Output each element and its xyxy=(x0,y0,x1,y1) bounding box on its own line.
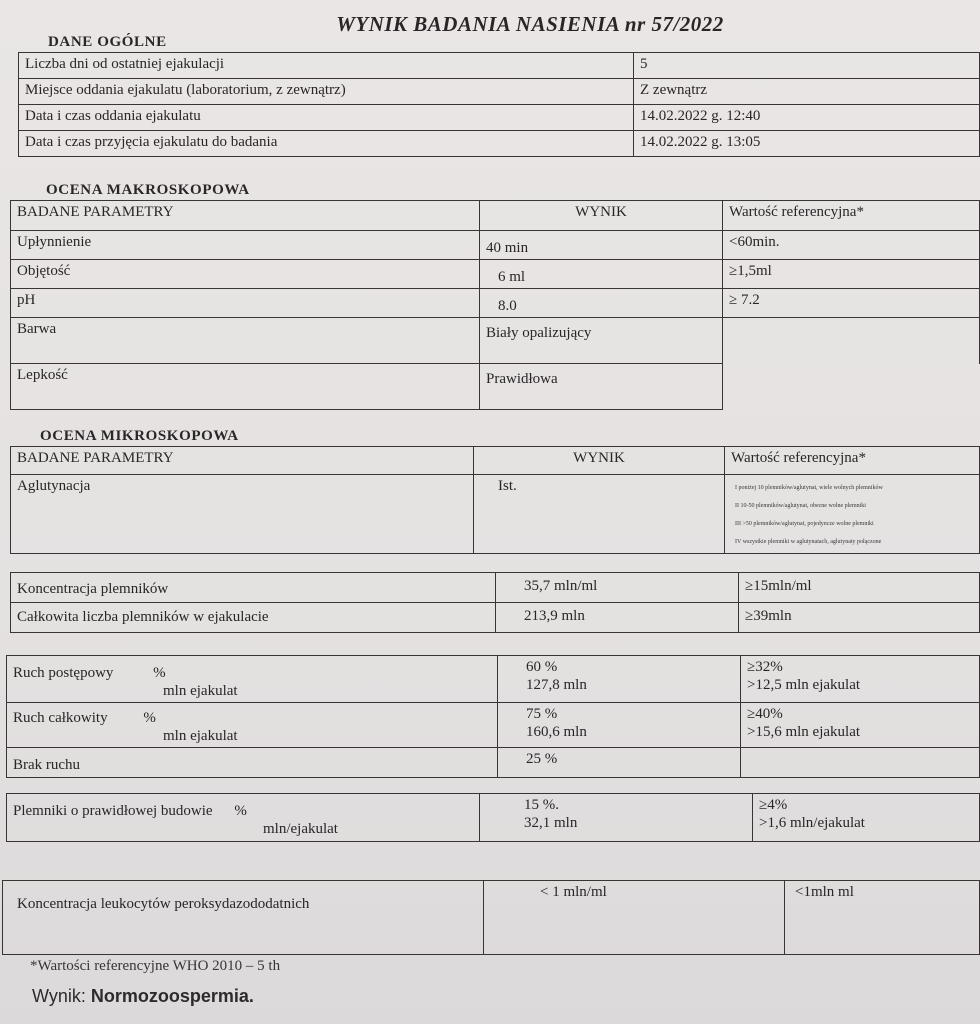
section-title-makro: OCENA MAKROSKOPOWA xyxy=(46,182,250,198)
ruch-calkowity-values xyxy=(498,703,741,748)
ruch-postepowy-ref-mln: >12,5 mln ejakulat xyxy=(747,677,861,693)
param-value: 8.0 xyxy=(480,289,723,318)
leukocyty-label: Koncentracja leukocytów peroksydazododatnich xyxy=(3,881,484,955)
aglutynacja-ref-line: I poniżej 10 plemników/aglutynat, wiele wolnych plemników xyxy=(735,485,883,491)
param-label: Barwa xyxy=(11,318,480,364)
verdict-prefix: Wynik: xyxy=(32,986,91,1006)
verdict xyxy=(32,986,254,1007)
ruch-calkowity-label: Ruch całkowity xyxy=(13,710,108,726)
table-row xyxy=(19,53,980,79)
param-ref: ≥ 7.2 xyxy=(723,289,980,318)
table-row xyxy=(7,703,980,748)
table-row xyxy=(7,656,980,703)
row-value: Z zewnątrz xyxy=(634,79,980,105)
leukocyty-value: < 1 mln/ml xyxy=(484,881,785,955)
param-label: Upłynnienie xyxy=(11,231,480,260)
param-ref: <60min. xyxy=(723,231,980,260)
param-ref xyxy=(723,318,980,364)
ruch-table xyxy=(6,655,980,778)
ruch-calkowity-refs xyxy=(741,703,980,748)
dane-ogolne-table xyxy=(18,52,980,157)
ruch-postepowy-values xyxy=(498,656,741,703)
table-row xyxy=(19,131,980,157)
param-value: 6 ml xyxy=(480,260,723,289)
ruch-postepowy-unit-percent: % xyxy=(153,665,166,681)
table-row xyxy=(11,231,980,260)
budowa-value-percent: 15 %. xyxy=(524,797,559,813)
param-label: pH xyxy=(11,289,480,318)
row-label: Miejsce oddania ejakulatu (laboratorium, z zewnątrz) xyxy=(19,79,634,105)
aglutynacja-ref-line: III >50 plemników/aglutynat, pojedyncze wolne plemniki xyxy=(735,521,874,527)
param-ref xyxy=(723,364,980,410)
koncentracja-table xyxy=(10,572,980,633)
budowa-ref-mln: >1,6 mln/ejakulat xyxy=(759,815,865,831)
ruch-calkowity-value-mln: 160,6 mln xyxy=(526,724,587,740)
brak-ruchu-ref xyxy=(741,748,980,778)
makro-table xyxy=(10,200,980,410)
mikro-table xyxy=(10,446,980,554)
header-param: BADANE PARAMETRY xyxy=(11,447,474,475)
footnote: *Wartości referencyjne WHO 2010 – 5 th xyxy=(30,958,281,974)
ruch-postepowy-value-percent: 60 % xyxy=(526,659,558,675)
section-title-mikro: OCENA MIKROSKOPOWA xyxy=(40,428,239,444)
document-title: WYNIK BADANIA NASIENIA nr 57/2022 xyxy=(336,12,724,36)
budowa-refs xyxy=(753,794,980,842)
param-label: Lepkość xyxy=(11,364,480,410)
aglutynacja-ref-line: II 10-50 plemników/aglutynat, obecne wolne plemniki xyxy=(735,503,866,509)
calkowita-value: 213,9 mln xyxy=(496,603,739,633)
ruch-postepowy-ref-percent: ≥32% xyxy=(747,659,783,675)
budowa-value-mln: 32,1 mln xyxy=(524,815,578,831)
leukocyty-ref: <1mln ml xyxy=(785,881,980,955)
table-row xyxy=(11,364,980,410)
table-row xyxy=(7,794,980,842)
aglutynacja-value: Ist. xyxy=(474,475,725,554)
calkowita-ref: ≥39mln xyxy=(739,603,980,633)
table-row xyxy=(7,748,980,778)
param-label: Objętość xyxy=(11,260,480,289)
brak-ruchu-value: 25 % xyxy=(498,748,741,778)
table-row xyxy=(19,105,980,131)
table-row xyxy=(11,475,980,554)
header-ref: Wartość referencyjna* xyxy=(725,447,980,475)
table-row xyxy=(11,603,980,633)
leukocyty-table xyxy=(2,880,980,955)
budowa-ref-percent: ≥4% xyxy=(759,797,788,813)
ruch-calkowity-ref-percent: ≥40% xyxy=(747,706,783,722)
param-value: Biały opalizujący xyxy=(480,318,723,364)
koncentracja-label: Koncentracja plemników xyxy=(11,573,496,603)
header-result: WYNIK xyxy=(480,201,723,231)
budowa-unit-mln: mln/ejakulat xyxy=(263,821,338,837)
budowa-unit-percent: % xyxy=(234,803,247,819)
table-row xyxy=(11,573,980,603)
table-row xyxy=(11,289,980,318)
param-value: Prawidłowa xyxy=(480,364,723,410)
ruch-calkowity-value-percent: 75 % xyxy=(526,706,558,722)
verdict-value: Normozoospermia. xyxy=(90,986,254,1006)
table-row xyxy=(11,260,980,289)
table-header-row xyxy=(11,447,980,475)
aglutynacja-ref-line: IV wszystkie plemniki w aglutynatach, aglutynaty połączone xyxy=(735,539,882,545)
param-value: 40 min xyxy=(480,231,723,260)
table-header-row xyxy=(11,201,980,231)
ruch-calkowity-unit-mln: mln ejakulat xyxy=(163,728,238,744)
ruch-postepowy-unit-mln: mln ejakulat xyxy=(163,683,238,699)
section-title-dane-ogolne: DANE OGÓLNE xyxy=(48,34,167,50)
header-param: BADANE PARAMETRY xyxy=(11,201,480,231)
row-value: 5 xyxy=(634,53,980,79)
budowa-values xyxy=(480,794,753,842)
budowa-table xyxy=(6,793,980,842)
row-label: Liczba dni od ostatniej ejakulacji xyxy=(19,53,634,79)
aglutynacja-label: Aglutynacja xyxy=(11,475,474,554)
table-row xyxy=(3,881,980,955)
row-label: Data i czas przyjęcia ejakulatu do badania xyxy=(19,131,634,157)
header-result: WYNIK xyxy=(474,447,725,475)
koncentracja-ref: ≥15mln/ml xyxy=(739,573,980,603)
row-label: Data i czas oddania ejakulatu xyxy=(19,105,634,131)
table-row xyxy=(11,318,980,364)
row-value: 14.02.2022 g. 12:40 xyxy=(634,105,980,131)
budowa-label: Plemniki o prawidłowej budowie xyxy=(13,803,213,819)
row-value: 14.02.2022 g. 13:05 xyxy=(634,131,980,157)
budowa-cell xyxy=(7,794,480,842)
brak-ruchu-label: Brak ruchu xyxy=(7,748,498,778)
param-ref: ≥1,5ml xyxy=(723,260,980,289)
ruch-calkowity-cell xyxy=(7,703,498,748)
calkowita-label: Całkowita liczba plemników w ejakulacie xyxy=(11,603,496,633)
koncentracja-value: 35,7 mln/ml xyxy=(496,573,739,603)
ruch-postepowy-refs xyxy=(741,656,980,703)
aglutynacja-ref xyxy=(725,475,980,554)
ruch-postepowy-label: Ruch postępowy xyxy=(13,665,114,681)
header-ref: Wartość referencyjna* xyxy=(723,201,980,231)
ruch-postepowy-cell xyxy=(7,656,498,703)
table-row xyxy=(19,79,980,105)
ruch-calkowity-unit-percent: % xyxy=(143,710,156,726)
ruch-postepowy-value-mln: 127,8 mln xyxy=(526,677,587,693)
ruch-calkowity-ref-mln: >15,6 mln ejakulat xyxy=(747,724,861,740)
